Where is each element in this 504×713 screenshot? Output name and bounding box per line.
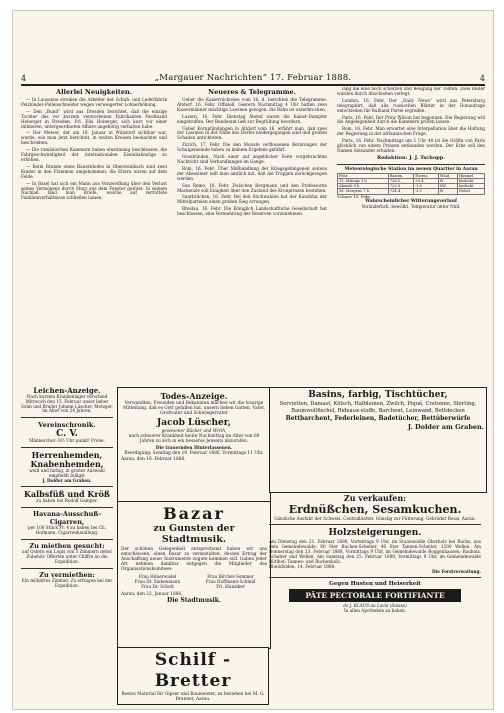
telegram-paragraph: Ueber die Kaiserrückreise vom 16. d. berichten die Telegramme: Altdorf, 16. Febr. Offiziell. Gestern Nachmittag 4 Uhr hatten zwei Kaisermänner mächtige Lawinen gezogen; die Bahn ist unterbrochen. bbox=[177, 97, 327, 112]
ad-text: Nach kurzem Krankenlager verschied Mittwoch den 15. Februar unser lieber Sohn und Bruder Johann Lüscher, Metzger, im Alter von 24 Jahren. bbox=[21, 394, 113, 414]
table-cell: W bbox=[438, 189, 457, 194]
ad-text: Gänzliche Ausfuhr der Schweiz. Centralblatter. Günstig zur Fütterung. Gebrüder Rossi, Aarau. bbox=[274, 516, 476, 521]
table-cell: -2.0 bbox=[413, 189, 438, 194]
right-news-paragraph: Paris, 16. Febr. Der Prinz Wilson hat begonnen. Die Regierung will die Angelegenheit durch die Kammern prüfen lassen. bbox=[337, 114, 485, 125]
ad-sub: de J. KLAUS au Locle (Suisse) bbox=[343, 603, 407, 608]
news-paragraph: — Der Meteor, der am 16. Januar in Wünstorf sichtbar war, wurde, wie man jetzt berichtet, in weiten Kreisen beobachtet und beschrieben. bbox=[21, 130, 167, 146]
ad-heading: Gegen Husten und Heiserkeit bbox=[329, 581, 421, 587]
right-ads-column bbox=[269, 493, 481, 703]
telegram-paragraph: Graubünden, Nach einer auf angeblicher Seite vorgebrachten Nachricht sind Verhandlungen im Gange. bbox=[177, 154, 327, 164]
textiles-ad bbox=[269, 387, 487, 493]
textiles-firm: J. Dolder am Graben. bbox=[407, 423, 484, 431]
bazar-body: Der schönen Gelegenheit entsprechend haben wir uns entschlossen, einen Bazar zu veranstalten, dessen Ertrag der Anschaffung neuer Instrumente zugute kommen soll. Gaben jeder Art nehmen dankbar entgegen die Mitglieder des Organisationskomitees: bbox=[121, 547, 267, 572]
table-cell: Nebel bbox=[457, 189, 484, 194]
table-cell: 724.4 bbox=[388, 189, 413, 194]
table-cell: W bbox=[438, 178, 457, 183]
bazar-title: Bazar bbox=[163, 504, 225, 523]
ad-heading: Holzsteigerungen. bbox=[328, 528, 422, 538]
ad-firm: J. Dolder am Graben. bbox=[42, 477, 92, 483]
newspaper-page bbox=[12, 10, 494, 710]
textiles-more: Bettbarchent, Federleinen, Badetücher, Bettüberwürfe bbox=[285, 415, 471, 422]
telegram-paragraph: Rom, 16. Febr. Über Mißhandlung der Kriegsgefangenen seitens der Abessinier teilt man amtlich mit, daß die Truppen zurückgezogen werden. bbox=[177, 165, 327, 181]
divider bbox=[269, 577, 481, 578]
divider bbox=[21, 568, 113, 569]
news-heading: Allerlei Neuigkeiten. bbox=[56, 88, 132, 96]
death-notice-place: Aarau, den 16. Februar 1888. bbox=[121, 457, 186, 462]
death-notice-signature: Die trauernden Hinterlassenen. bbox=[155, 446, 233, 451]
funeral-info: Beerdigung: Sonntag den 19. Februar 1888, Vormittags 11 Uhr. bbox=[124, 451, 264, 456]
ad-text: per 100 Stück Fr. 4 zu haben bei Ch. Hofmann, Cigarrenhandlung. bbox=[27, 525, 107, 535]
divider bbox=[21, 486, 113, 487]
telegram-paragraph: Zürich, 17. Febr. Die den Monate verflossenen Beratungen der Schulgemeinde haben zu keinem Ergebnis geführt. bbox=[177, 142, 327, 153]
death-notice-title: Todes-Anzeige. bbox=[160, 391, 228, 401]
table-cell: 725.8 bbox=[388, 184, 413, 189]
ad-text: auf Ostern ein Logis von 3 Zimmern nebst Zubehör. Offerten unter Chiffre an die Expedition. bbox=[22, 549, 112, 564]
schilf-title: Schilf - Bretter bbox=[154, 650, 232, 691]
divider bbox=[21, 447, 113, 448]
weather-table bbox=[337, 173, 485, 195]
weather-title: Meteorologische Station im neuen Quartier in Aarau bbox=[344, 166, 478, 172]
ad-heading: C. V. bbox=[56, 429, 78, 440]
deceased-role: gewesener Bäcker und Wirth, bbox=[161, 429, 227, 434]
schilf-text: Bestes Material für Gipser und Baumeister, zu beziehen bei M. G. Brunner, Aarau. bbox=[121, 692, 265, 702]
textiles-title: Basins, farbig, Tischtücher, bbox=[308, 390, 448, 400]
left-ads-column bbox=[21, 387, 113, 705]
committee-member: Frau Hoffmann-Schmid bbox=[205, 579, 256, 584]
table-cell: +0.4 bbox=[413, 178, 438, 183]
bazar-ad bbox=[117, 501, 271, 649]
forecast-text: Veränderlich, bewölkt, Temperatur unter Null. bbox=[361, 204, 461, 210]
death-notice bbox=[117, 387, 271, 503]
table-cell: -1.6 bbox=[413, 184, 438, 189]
column-right-news bbox=[337, 87, 485, 397]
bazar-sign: Die Stadtmusik. bbox=[167, 597, 221, 604]
ad-place: Rheinfelden, 14. Februar 1888. bbox=[269, 564, 336, 569]
right-news-paragraph: lang die eine noch scherzen und Beugung der Todten. Zwei Reiter wurden durch Abschießen verlegt. bbox=[337, 87, 485, 96]
table-cell: 726.5 bbox=[388, 178, 413, 183]
telegram-paragraph: Ueber Kornpfändungen in Altdorf vom 16. erfährt man, daß zwei der Lawinen in der Nähe des Dorfes niedergegangen sind und großen Schaden anrichteten. bbox=[177, 125, 327, 141]
table-cell: 15. Mittags 1 h bbox=[338, 178, 389, 183]
news-paragraph: — Den „Bund“ wird aus Dresden berichtet, daß die einzige Tochter des vor kurzem verstorbenen Fabrikanten Ferdinand Hoberger in Dresden, Frl. Ella Hoberger, sich kurz vor einer intimeren, untergeordneten Affaire ungehörig verhalten habe. bbox=[21, 108, 167, 129]
divider bbox=[21, 539, 113, 540]
deceased-name: Jacob Lüscher, bbox=[157, 418, 231, 428]
death-notice-intro: Verwandten, Freunden und Bekannten machen wir die traurige Mitteilung, daß es Gott gefallen hat, unsern lieben Gatten, Vater, Großvater und Schwiegervater bbox=[123, 401, 265, 416]
column-news bbox=[21, 87, 167, 397]
ad-heading: Herrenhemden, Knabenhemden, bbox=[30, 449, 104, 469]
forecast-title: Wahrscheinlicher Witterungsverlauf bbox=[365, 199, 457, 205]
telegram-paragraph: Breslau, 16. Febr. Die Königlich Landschaftliche Gesellschaft hat beschlossen, eine Vermehrung der Reserven vorzunehmen. bbox=[177, 206, 327, 217]
table-cell: Febr. bbox=[338, 173, 389, 178]
divider bbox=[21, 507, 113, 508]
ad-heading: Zu miethen gesucht: bbox=[29, 541, 105, 550]
right-news-paragraph: London, 16. Febr. Der „Daily News“ wird aus Petersburg telegraphirt, daß alle russischen Blätter in der Donaufrage entschieden für Rußland Partei ergreifen. bbox=[337, 97, 485, 113]
ad-heading: Zu vermiethen: bbox=[39, 570, 95, 579]
ad-text: zu haben bei Rudolf Gamper. bbox=[36, 498, 98, 504]
ad-heading: Zu verkaufen: bbox=[343, 493, 407, 503]
bazar-footer: Aarau, den 22. Januar 1888. bbox=[121, 592, 183, 597]
bazar-subtitle: zu Gunsten der Stadtmusik. bbox=[153, 523, 235, 545]
telegram-paragraph: Saarbrücken, 16. Febr. Bei den Stichwahlen hat der Kandidat der Mittelparteien einen großen Sieg errungen. bbox=[177, 194, 327, 205]
ad-heading: Kalbsfüß und Kröß bbox=[24, 489, 110, 500]
death-notice-detail: nach schwerer Krankheit heute Nachmittag im Alter von 60 Jahren zu sich in ein besseres Jenseits abzurufen. bbox=[128, 434, 260, 444]
committee-member: Frau Hünerwadel bbox=[138, 574, 177, 579]
table-cell: Wind bbox=[438, 173, 457, 178]
telegrams-heading: Neueres & Telegramme. bbox=[208, 88, 296, 96]
weather-note: Schnee 15. Febr. bbox=[337, 193, 371, 199]
divider bbox=[21, 417, 113, 418]
divider bbox=[337, 164, 485, 165]
table-cell: Himmel bbox=[457, 173, 484, 178]
committee-member: Frau Bircher-Sommer bbox=[207, 574, 254, 579]
table-cell: Barom. bbox=[388, 173, 413, 178]
ad-heading: Havana-Ausschuß-Cigarren, bbox=[32, 510, 102, 526]
header-page-left: 4 bbox=[21, 74, 27, 83]
news-paragraph: — In Lausanne streiken die Arbeiter der Schuh- und Lederfabrik Pelzbinder-Pollenschneider wegen verweigerter Lohnerhöhung. bbox=[21, 97, 167, 107]
ad-text: Männerchor: 8½ Uhr punkt! Probe. bbox=[29, 438, 105, 444]
ad-text: In allen Apotheken zu haben. bbox=[343, 608, 407, 613]
news-paragraph: — Beim Brande eines Bauernhofes in Obersteinbach sind zwei Kinder in den Flammen umgekommen; die Eltern waren auf dem Felde. bbox=[21, 163, 167, 179]
ad-sign: Die Forstverwaltung. bbox=[431, 569, 481, 574]
table-cell: Therm. bbox=[413, 173, 438, 178]
table-cell: SW bbox=[438, 184, 457, 189]
right-news-paragraph: Rom, 16. Febr. Man erwartet eine Interpellation über die Haltung der Regierung in der afrikanischen Frage. bbox=[337, 126, 485, 137]
schilf-ad bbox=[117, 647, 269, 705]
ad-text: Am Dienstag den 21. Februar 1888, Vormittags 9 Uhr, im Staatswalde Oberholz bei Buchs, aus dem Gemeindewalde: 80 Ster Buchen-Scheiter, 40 Ster Tannen-Scheiter, 1200 Wellen. Am Donnerstag den 23. Februar 1888, Vormittags 9 Uhr, im Gemeindewalde Roggenhausen: Bauholz, Scheiter und Wellen. Am Samstag den 25. Februar 1888, Vormittags 9 Uhr, im Gemeindewalde Rütihof: Tannen- und Buchenholz. bbox=[269, 539, 481, 564]
ad-heading: Erdnüßchen, Sesamkuchen. bbox=[288, 503, 462, 516]
committee-member: Frau Dr. Schott bbox=[141, 584, 174, 589]
ad-heading: Vereinschronik. bbox=[38, 421, 96, 430]
ad-text: Ein möblirtes Zimmer. Zu erfragen bei der Expedition. bbox=[21, 578, 113, 588]
committee-member: Frau Dr. Siebenmann bbox=[134, 579, 181, 584]
news-paragraph: — Die rumänischen Kammern haben einstimmig beschlossen, die Fahrgeschwindigkeit der internationalen Eisenbahnzüge zu erhöhen. bbox=[21, 147, 167, 162]
table-cell: Abends 9 h bbox=[338, 184, 389, 189]
bazar-committee bbox=[121, 574, 267, 589]
ad-text: weiß und farbig, in großer Auswahl empfiehlt billigst bbox=[29, 467, 105, 478]
telegram-paragraph: San Remo, 16. Febr. Zwischen Bergmann und den Professoren Mackenzie soll Einigkeit über den Zustand des Kronprinzen bestehen. bbox=[177, 182, 327, 193]
divider bbox=[269, 524, 481, 525]
header-page-right: 4 bbox=[479, 74, 485, 83]
page-header bbox=[21, 71, 485, 86]
editor-line: Redaktion: J. J. Tschopp. bbox=[376, 154, 446, 161]
ad-heading: Leichen-Anzeige. bbox=[33, 387, 101, 395]
right-news-paragraph: Paris, 16. Febr. Nachmittags um 1 Uhr 40 ist die Gräfin von Paris glücklich von einem Prinzen entbunden worden. Der Erbe soll den Namen Alexander erhalten. bbox=[337, 138, 485, 153]
pate-pectorale-banner: PÂTE PECTORALE FORTIFIANTE bbox=[289, 589, 461, 602]
column-telegrams bbox=[177, 87, 327, 397]
table-cell: bedeckt bbox=[457, 184, 484, 189]
table-cell: 16. Morgens 7 h bbox=[338, 189, 389, 194]
textiles-list: Servietten, Damast, Kölsch, Halbleinen, Zwilch, Piqué, Cretonne, Shirting, Baumwollfischel, Rideaux-stoffe, Barchent, Leinwand, Bettdecken bbox=[279, 401, 477, 414]
table-cell: bedeckt bbox=[457, 178, 484, 183]
header-title: „Margauer Nachrichten“ 17. Februar 1888. bbox=[154, 73, 352, 83]
telegram-paragraph: Luzern, 16. Febr. Dienstag Abend waren die Kaiser-Dampfer eingetroffen. Der Bundesrat ließ zur Begrüßung beordern. bbox=[177, 113, 327, 124]
news-paragraph: — In Basel hat sich ein Mann aus Verzweiflung über den Verlust seines Vermögens durch Sturz aus dem Fenster getötet. In seinem Nachlaß fand man Briefe, welche auf zerrüttete Familienverhältnisse schließen lassen. bbox=[21, 180, 167, 201]
committee-member: Frl. Hunziker bbox=[216, 584, 245, 589]
